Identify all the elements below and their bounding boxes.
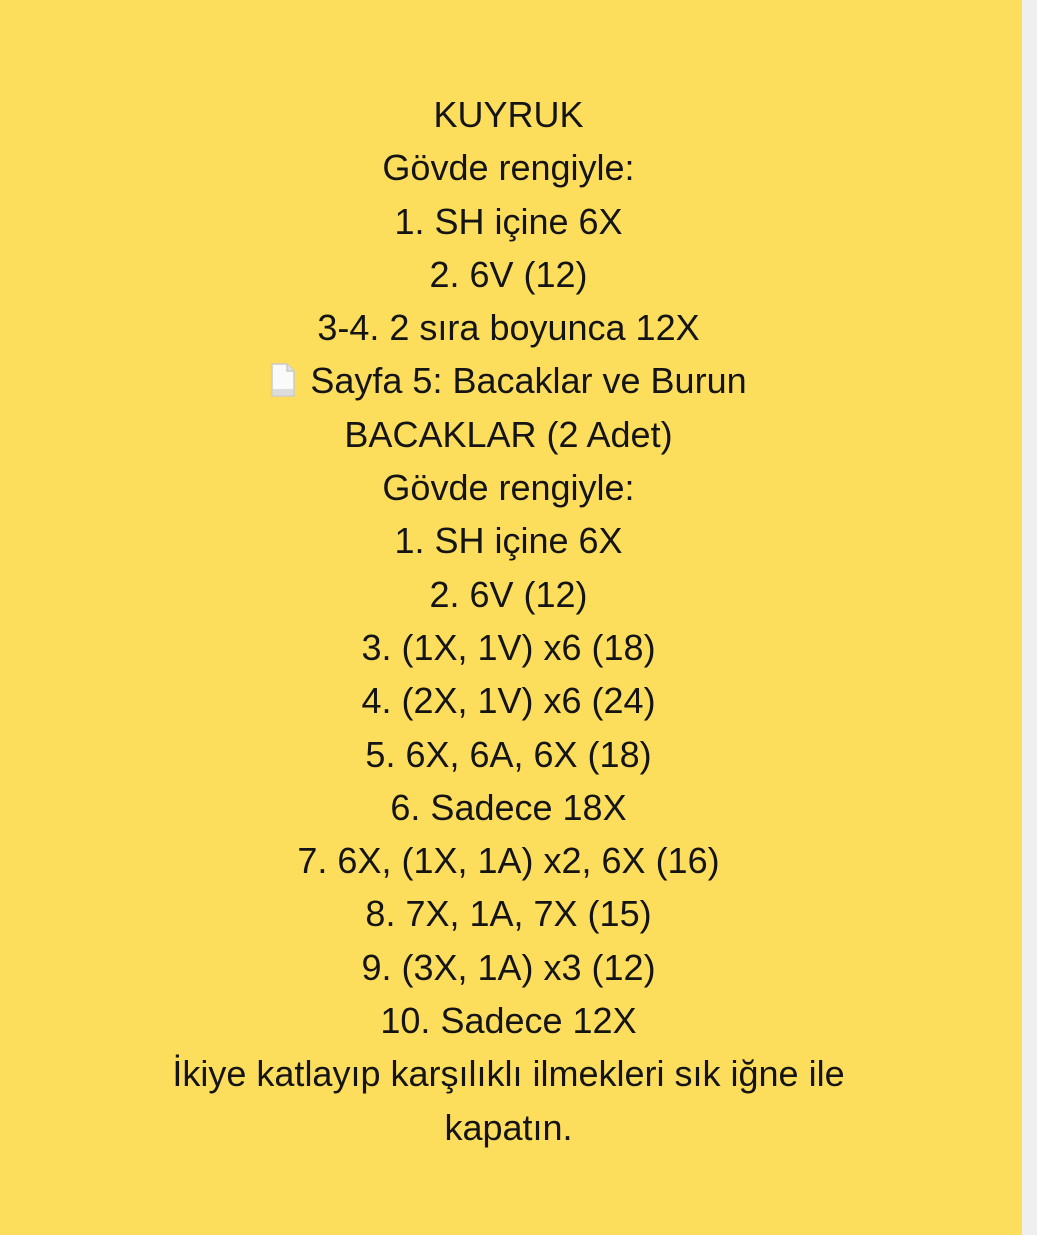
page-heading-text: Sayfa 5: Bacaklar ve Burun bbox=[310, 360, 747, 402]
round-line: 8. 7X, 1A, 7X (15) bbox=[365, 893, 652, 935]
pattern-text bbox=[0, 88, 1017, 1154]
section-title-kuyruk: KUYRUK bbox=[433, 94, 584, 135]
round-line: 3-4. 2 sıra boyunca 12X bbox=[317, 307, 700, 349]
finishing-instruction: İkiye katlayıp karşılıklı ilmekleri sık iğne ile kapatın. bbox=[172, 1053, 845, 1148]
round-line: 1. SH içine 6X bbox=[394, 200, 623, 242]
round-line: 7. 6X, (1X, 1A) x2, 6X (16) bbox=[297, 840, 720, 882]
round-line: 6. Sadece 18X bbox=[390, 786, 627, 828]
section-title-bacaklar: BACAKLAR (2 Adet) bbox=[344, 413, 673, 455]
round-line: 9. (3X, 1A) x3 (12) bbox=[361, 946, 656, 988]
screen-edge bbox=[1022, 0, 1037, 1235]
color-instruction: Gövde rengiyle: bbox=[382, 147, 635, 189]
round-line: 10. Sadece 12X bbox=[380, 1000, 637, 1042]
round-line: 5. 6X, 6A, 6X (18) bbox=[365, 733, 652, 775]
round-line: 4. (2X, 1V) x6 (24) bbox=[361, 680, 656, 722]
page-facing-up-icon bbox=[270, 363, 296, 397]
round-line: 3. (1X, 1V) x6 (18) bbox=[361, 626, 656, 668]
round-line: 1. SH içine 6X bbox=[394, 520, 623, 562]
round-line: 2. 6V (12) bbox=[429, 253, 588, 295]
page-heading bbox=[0, 354, 1017, 407]
color-instruction: Gövde rengiyle: bbox=[382, 467, 635, 509]
round-line: 2. 6V (12) bbox=[429, 573, 588, 615]
